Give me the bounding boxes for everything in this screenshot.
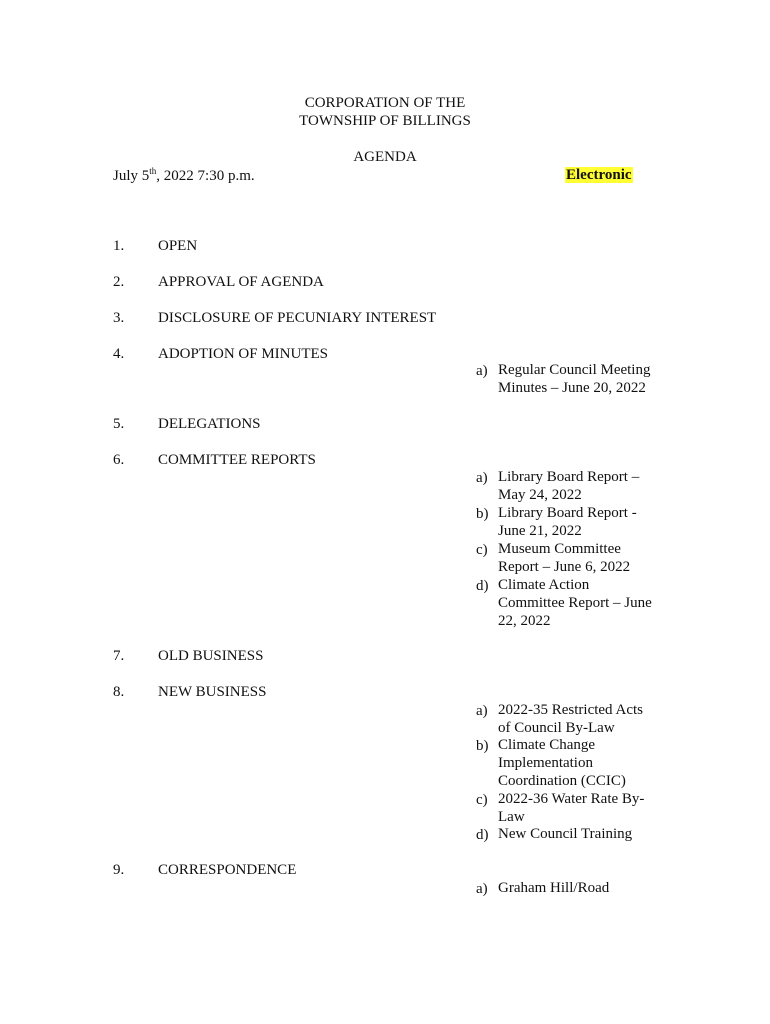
item-number: 4. (113, 346, 125, 362)
item-title: COMMITTEE REPORTS (158, 452, 316, 468)
item-title: CORRESPONDENCE (158, 862, 297, 878)
sub-item-line: Report – June 6, 2022 (498, 559, 631, 575)
item-title: NEW BUSINESS (158, 684, 267, 700)
sub-item-line: Climate Change (498, 737, 596, 753)
meeting-date (113, 167, 255, 185)
sub-item-line: Implementation (498, 755, 593, 771)
heading-township: TOWNSHIP OF BILLINGS (299, 113, 471, 129)
item-number: 7. (113, 648, 125, 664)
sub-item-letter: a) (476, 881, 488, 897)
meeting-type-label: Electronic (566, 167, 632, 183)
item-title: ADOPTION OF MINUTES (158, 346, 329, 362)
sub-item-letter: b) (476, 506, 489, 522)
sub-item-line: 2022-36 Water Rate By- (498, 791, 645, 807)
sub-item-line: 2022-35 Restricted Acts (498, 702, 643, 718)
item-title: APPROVAL OF AGENDA (158, 274, 324, 290)
sub-item-line: Coordination (CCIC) (498, 773, 626, 789)
sub-item-letter: c) (476, 542, 488, 558)
sub-item-line: June 21, 2022 (498, 523, 582, 539)
sub-item-line: New Council Training (498, 826, 633, 842)
sub-item-line: Committee Report – June (498, 595, 652, 611)
meeting-type-badge (565, 166, 633, 184)
sub-item-line: Minutes – June 20, 2022 (498, 380, 646, 396)
item-title: DISCLOSURE OF PECUNIARY INTEREST (158, 310, 437, 326)
item-number: 8. (113, 684, 125, 700)
date-suffix: , 2022 7:30 p.m. (156, 168, 255, 184)
sub-item-line: Library Board Report - (498, 505, 637, 521)
sub-item-line: Regular Council Meeting (498, 362, 651, 378)
item-title: DELEGATIONS (158, 416, 261, 432)
sub-item-letter: a) (476, 363, 488, 379)
sub-item-line: Climate Action (498, 577, 590, 593)
item-number: 6. (113, 452, 125, 468)
heading-corporation: CORPORATION OF THE (304, 95, 466, 111)
sub-item-line: Library Board Report – (498, 469, 640, 485)
sub-item-letter: d) (476, 827, 489, 843)
sub-item-letter: d) (476, 578, 489, 594)
item-number: 2. (113, 274, 125, 290)
sub-item-line: May 24, 2022 (498, 487, 582, 503)
sub-item-letter: b) (476, 738, 489, 754)
item-number: 9. (113, 862, 125, 878)
date-superscript: th (149, 166, 157, 176)
agenda-title: AGENDA (353, 149, 417, 165)
item-title: OPEN (158, 238, 198, 254)
date-prefix: July 5 (113, 168, 150, 184)
sub-item-line: Law (498, 809, 525, 825)
sub-item-letter: c) (476, 792, 488, 808)
sub-item-line: Museum Committee (498, 541, 621, 557)
sub-item-letter: a) (476, 703, 488, 719)
sub-item-letter: a) (476, 470, 488, 486)
item-title: OLD BUSINESS (158, 648, 264, 664)
sub-item-line: 22, 2022 (498, 613, 551, 629)
item-number: 1. (113, 238, 125, 254)
sub-item-line: of Council By-Law (498, 720, 615, 736)
item-number: 5. (113, 416, 125, 432)
sub-item-line: Graham Hill/Road (498, 880, 610, 896)
item-number: 3. (113, 310, 125, 326)
